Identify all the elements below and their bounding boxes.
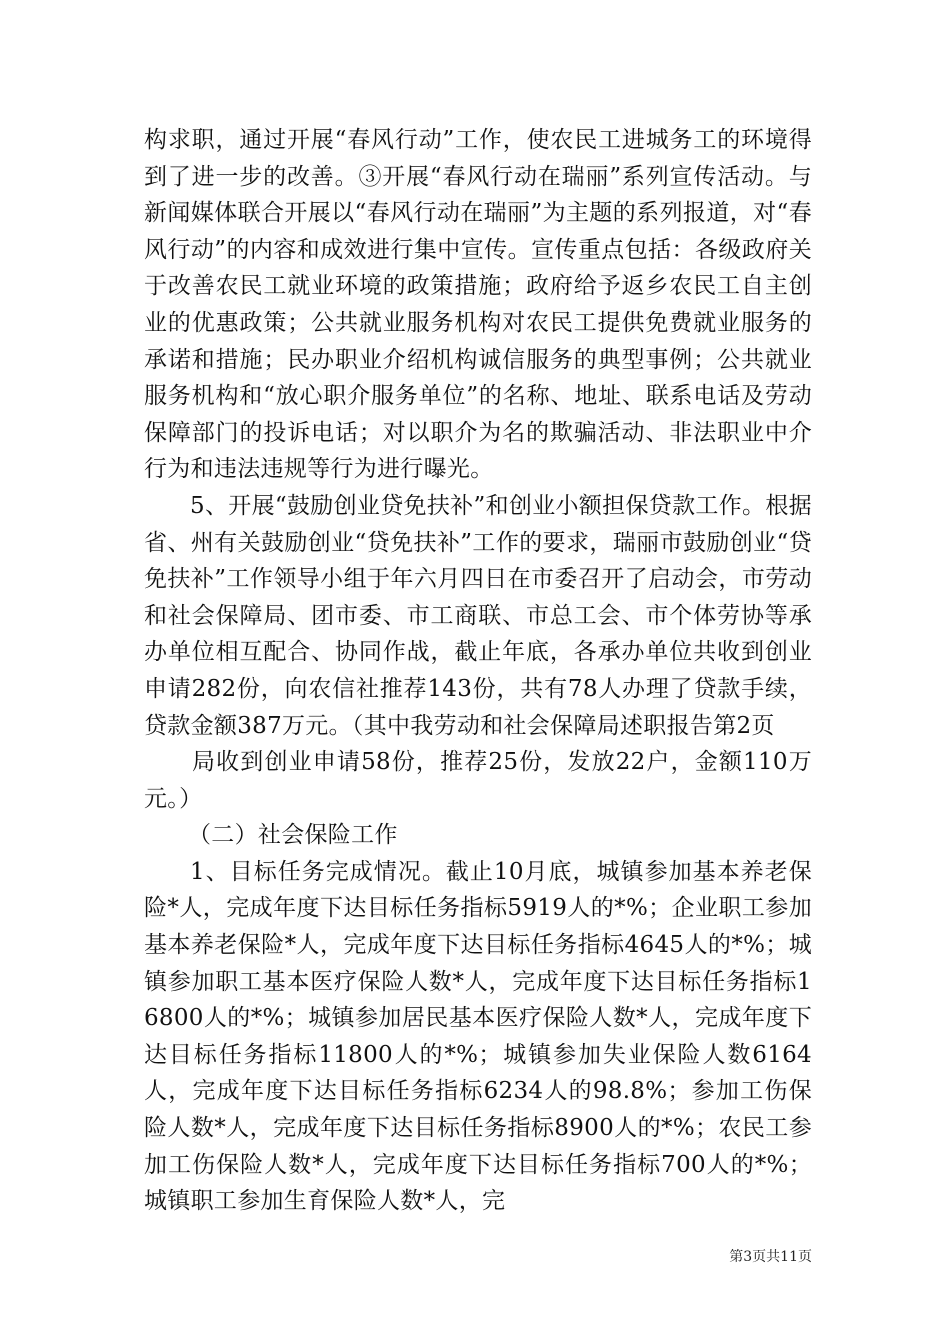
section-heading-social-insurance: （二）社会保险工作 bbox=[188, 822, 398, 849]
paragraph-spring-breeze-publicity: 构求职，通过开展“春风行动”工作，使农民工进城务工的环境得到了进一步的改善。③开展“春风行动在瑞丽”系列宣传活动。与新闻媒体联合开展以“春风行动在瑞丽”为主题的系列报道，对“春风行动”的内容和成效进行集中宣传。宣传重点包括：各级政府关于改善农民工就业环境的政策措施；政府给予返乡农民工自主创业的优惠政策；公共就业服务机构对农民工提供免费就业服务的承诺和措施；民办职业介绍机构诚信服务的典型事例；公共就业服务机构和“放心职介服务单位”的名称、地址、联系电话及劳动保障部门的投诉电话；对以职介为名的欺骗活动、非法职业中介行为和违法违规等行为进行曝光。 bbox=[144, 127, 812, 483]
page-number-footer: 第3页共11页 bbox=[729, 1249, 812, 1265]
document-body bbox=[144, 122, 812, 1220]
paragraph-entrepreneurship-loans: 5、开展“鼓励创业贷免扶补”和创业小额担保贷款工作。根据省、州有关鼓励创业“贷免扶补”工作的要求，瑞丽市鼓励创业“贷免扶补”工作领导小组于年六月四日在市委召开了启动会，市劳动和社会保障局、团市委、市工商联、市总工会、市个体劳协等承办单位相互配合、协同作战，截止年底，各承办单位共收到创业申请282份，向农信社推荐143份，共有78人办理了贷款手续，贷款金额387万元。（其中我劳动和社会保障局述职报告第2页 bbox=[144, 492, 812, 739]
paragraph-target-completion: 1、目标任务完成情况。截止10月底，城镇参加基本养老保险*人，完成年度下达目标任务指标5919人的*%；企业职工参加基本养老保险*人，完成年度下达目标任务指标4645人的*%；城镇参加职工基本医疗保险人数*人，完成年度下达目标任务指标16800人的*%；城镇参加居民基本医疗保险人数*人，完成年度下达目标任务指标11800人的*%；城镇参加失业保险人数6164人，完成年度下达目标任务指标6234人的98.8%；参加工伤保险人数*人，完成年度下达目标任务指标8900人的*%；农民工参加工伤保险人数*人，完成年度下达目标任务指标700人的*%；城镇职工参加生育保险人数*人，完 bbox=[144, 858, 812, 1215]
paragraph-bureau-applications: 局收到创业申请58份，推荐25份，发放22户，金额110万元。） bbox=[144, 749, 812, 812]
